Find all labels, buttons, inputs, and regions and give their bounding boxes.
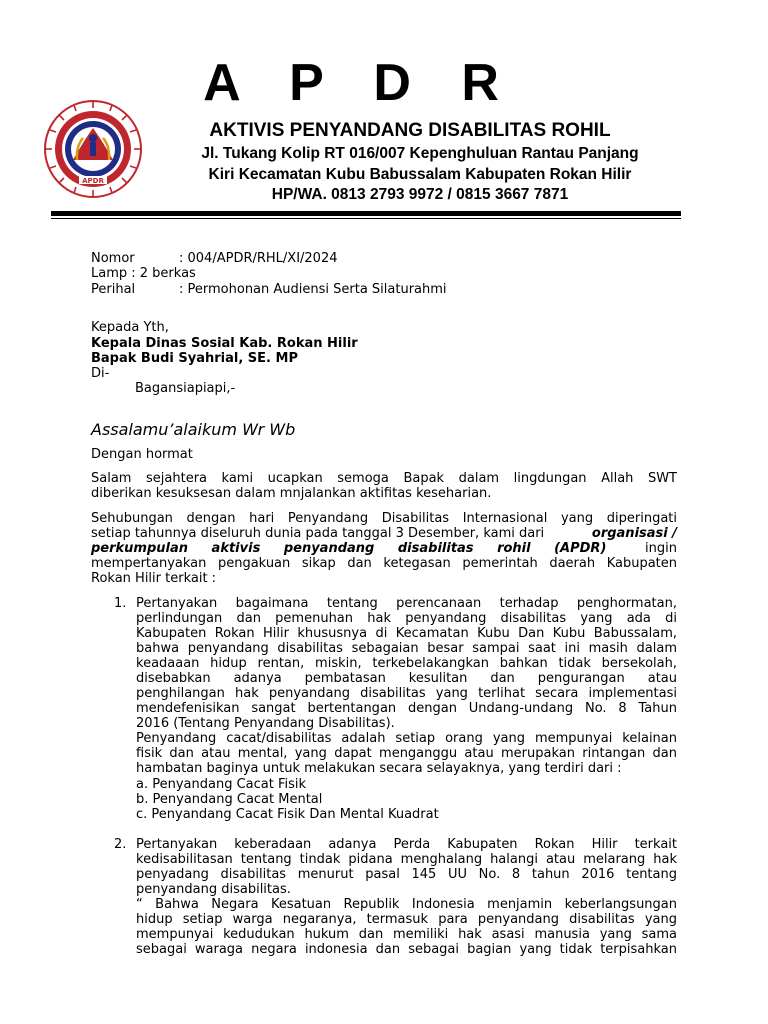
- item1-line: penghilangan hak penyandang disabilitas yang terlihat secara implementasi: [136, 686, 677, 701]
- sub-item-b: b. Penyandang Cacat Mental: [136, 792, 323, 807]
- apdr-logo: [43, 98, 143, 200]
- recipient-line-2: Bapak Budi Syahrial, SE. MP: [91, 351, 298, 366]
- perihal-row: [91, 282, 447, 297]
- item1-line: mendefenisikan sangat bertentangan dengan Undang-undang No. 8 Tahun: [136, 701, 677, 716]
- sub-item-c: c. Penyandang Cacat Fisik Dan Mental Kuadrat: [136, 807, 439, 822]
- recipient-place: Bagansiapiapi,-: [135, 381, 236, 396]
- list-number-1: 1.: [114, 596, 127, 611]
- lamp-row: Lamp : 2 berkas: [91, 266, 196, 281]
- item2-line: kedisabilitasan tentang tindak pidana menghalang halangi atau melarang hak: [136, 852, 677, 867]
- item1-line: Penyandang cacat/disabilitas adalah setiap orang yang mempunyai kelainan: [136, 731, 677, 746]
- phone-line: HP/WA. 0813 2793 9972 / 0815 3667 7871: [271, 186, 569, 203]
- recipient-di: Di-: [91, 366, 110, 381]
- item2-line: mempunyai kedudukan hukum dan memiliki hak asasi manusia yang sama: [136, 927, 677, 942]
- paragraph-2-line-3-org: perkumpulan aktivis penyandang disabilitas rohil (APDR): [91, 541, 607, 556]
- paragraph-2-line-3-text: ingin: [645, 541, 677, 556]
- paragraph-2-line-2-text: setiap tahunnya diseluruh dunia pada tanggal 3 Desember, kami dari: [91, 526, 545, 541]
- item1-line: disebabkan adanya pembatasan kesulitan dan pengurangan atau: [136, 671, 677, 686]
- item2-line: penyandang disabilitas.: [136, 882, 291, 897]
- item2-line: penyadang disabilitas menurut pasal 145 UU No. 8 tahun 2016 tentang: [136, 867, 677, 882]
- paragraph-2-line-4: mempertanyakan pengakuan sikap dan ketegasan pemerintah daerah Kabupaten: [91, 556, 677, 571]
- nomor-label: Nomor: [91, 251, 135, 266]
- item2-line: sebagai waraga negara indonesia dan sebagai bagian yang tidak terpisahkan: [136, 942, 677, 957]
- item1-line: keadaaan hidup rentan, miskin, terkebelakangkan bahkan tidak bersekolah,: [136, 656, 677, 671]
- nomor-row: [91, 251, 338, 266]
- paragraph-2-line-1: Sehubungan dengan hari Penyandang Disabilitas Internasional yang diperingati: [91, 511, 677, 526]
- apdr-emblem-icon: [43, 98, 143, 200]
- recipient-line-1: Kepala Dinas Sosial Kab. Rokan Hilir: [91, 336, 358, 351]
- item1-line: 2016 (Tentang Penyandang Disabilitas).: [136, 716, 395, 731]
- salutation: Assalamu’alaikum Wr Wb: [91, 420, 296, 439]
- paragraph-1-line-2: diberikan kesuksesan dalam mnjalankan aktifitas keseharian.: [91, 486, 492, 501]
- paragraph-2-line-5: Rokan Hilir terkait :: [91, 571, 217, 586]
- svg-text:APDR: APDR: [82, 177, 104, 185]
- recipient-greeting: Kepada Yth,: [91, 320, 169, 335]
- address-line-2: Kiri Kecamatan Kubu Babussalam Kabupaten Rokan Hilir: [208, 166, 632, 183]
- letterhead-divider: [51, 211, 681, 216]
- paragraph-2-line-2: [91, 526, 677, 541]
- item1-line: perlindungan dan pemenuhan hak penyandang disabilitas yang ada di: [136, 611, 677, 626]
- nomor-value: : 004/APDR/RHL/XI/2024: [179, 251, 338, 266]
- paragraph-1-line-1: Salam sejahtera kami ucapkan semoga Bapak dalam lingdungan Allah SWT: [91, 471, 677, 486]
- item2-line: “ Bahwa Negara Kesatuan Republik Indonesia menjamin keberlangsungan: [136, 897, 677, 912]
- opening: Dengan hormat: [91, 447, 193, 462]
- list-number-2: 2.: [114, 837, 127, 852]
- organization-name: AKTIVIS PENYANDANG DISABILITAS ROHIL: [209, 120, 611, 141]
- item2-line: hidup setiap warga negaranya, termasuk para penyandang disabilitas yang: [136, 912, 677, 927]
- letterhead-divider-thin: [51, 218, 681, 219]
- item1-line: Kabupaten Rokan Hilir khususnya di Kecamatan Kubu Dan Kubu Babussalam,: [136, 626, 677, 641]
- address-line-1: Jl. Tukang Kolip RT 016/007 Kepenghuluan Rantau Panjang: [201, 145, 639, 162]
- perihal-label: Perihal: [91, 282, 136, 297]
- perihal-value: : Permohonan Audiensi Serta Silaturahmi: [179, 282, 447, 297]
- item1-line: hambatan baginya untuk melakukan secara selayaknya, yang terdiri dari :: [136, 761, 622, 776]
- letterhead-title: A P D R: [203, 54, 517, 112]
- paragraph-2-line-3: [91, 541, 677, 556]
- item1-line: bahwa penyandang disabilitas sebagaian besar sampai saat ini masih dalam: [136, 641, 677, 656]
- sub-item-a: a. Penyandang Cacat Fisik: [136, 777, 307, 792]
- item1-line: fisik dan atau mental, yang dapat menganggu atau merupakan rintangan dan: [136, 746, 677, 761]
- item1-line: Pertanyakan bagaimana tentang perencanaan terhadap penghormatan,: [136, 596, 677, 611]
- item2-line: Pertanyakan keberadaan adanya Perda Kabupaten Rokan Hilir terkait: [136, 837, 677, 852]
- paragraph-2-line-2-org: organisasi /: [591, 526, 677, 541]
